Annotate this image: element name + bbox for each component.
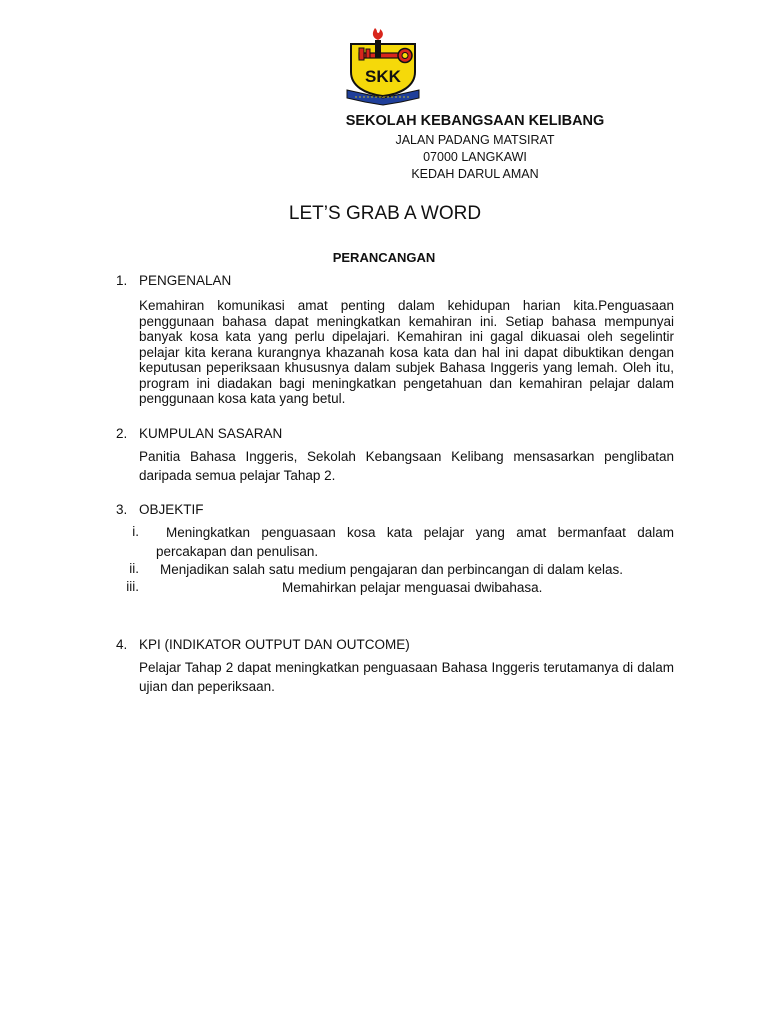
- section-1-number: 1.: [116, 273, 128, 288]
- section-4-body: Pelajar Tahap 2 dapat meningkatkan penguasaan Bahasa Inggeris terutamanya di dalam ujian dan peperiksaan.: [139, 660, 674, 694]
- section-2-title: KUMPULAN SASARAN: [139, 426, 283, 441]
- logo-text: SKK: [365, 67, 401, 86]
- objective-3-text: Memahirkan pelajar menguasai dwibahasa.: [282, 580, 543, 595]
- document-title: LET’S GRAB A WORD: [288, 203, 482, 224]
- torch-flame-icon: [373, 28, 383, 40]
- objective-3-numeral: iii.: [126, 579, 139, 594]
- section-2-body: Panitia Bahasa Inggeris, Sekolah Kebangsaan Kelibang mensasarkan penglibatan daripada semua pelajar Tahap 2.: [139, 449, 674, 483]
- address-line-2: 07000 LANGKAWI: [423, 150, 527, 164]
- objective-2-text: Menjadikan salah satu medium pengajaran dan perbincangan di dalam kelas.: [160, 562, 624, 577]
- section-1-title: PENGENALAN: [139, 273, 232, 288]
- section-3-title: OBJEKTIF: [139, 502, 204, 517]
- section-4-number: 4.: [116, 637, 128, 652]
- address-line-1: JALAN PADANG MATSIRAT: [395, 133, 555, 147]
- address-line-3: KEDAH DARUL AMAN: [411, 167, 539, 181]
- section-1-body: Kemahiran komunikasi amat penting dalam kehidupan harian kita.Penguasaan penggunaan bahasa dapat meningkatkan kemahiran ini. Setiap bahasa mempunyai banyak kosa kata yang perlu dipelajari. Kemahiran ini gagal dikuasai oleh segelintir pelajar kita kerana kurangnya khazanah kosa kata dan hal ini dapat dibuktikan dengan keputusan peperiksaan khususnya dalam subjek Bahasa Inggeris yang lemah. Oleh itu, program ini diadakan bagi meningkatkan pengetahuan dan kemahiran pelajar dalam penggunaan kosa kata yang betul.: [139, 298, 674, 406]
- document-subtitle: PERANCANGAN: [332, 250, 436, 265]
- section-2-number: 2.: [116, 426, 128, 441]
- school-logo: [345, 26, 421, 106]
- school-name: SEKOLAH KEBANGSAAN KELIBANG: [345, 113, 605, 129]
- section-4-title: KPI (INDIKATOR OUTPUT DAN OUTCOME): [139, 637, 410, 652]
- objective-2-numeral: ii.: [129, 561, 139, 576]
- objective-1-text: Meningkatkan penguasaan kosa kata pelajar yang amat bermanfaat dalam percakapan dan penulisan.: [156, 525, 674, 559]
- objective-1-numeral: i.: [132, 524, 139, 539]
- section-3-number: 3.: [116, 502, 128, 517]
